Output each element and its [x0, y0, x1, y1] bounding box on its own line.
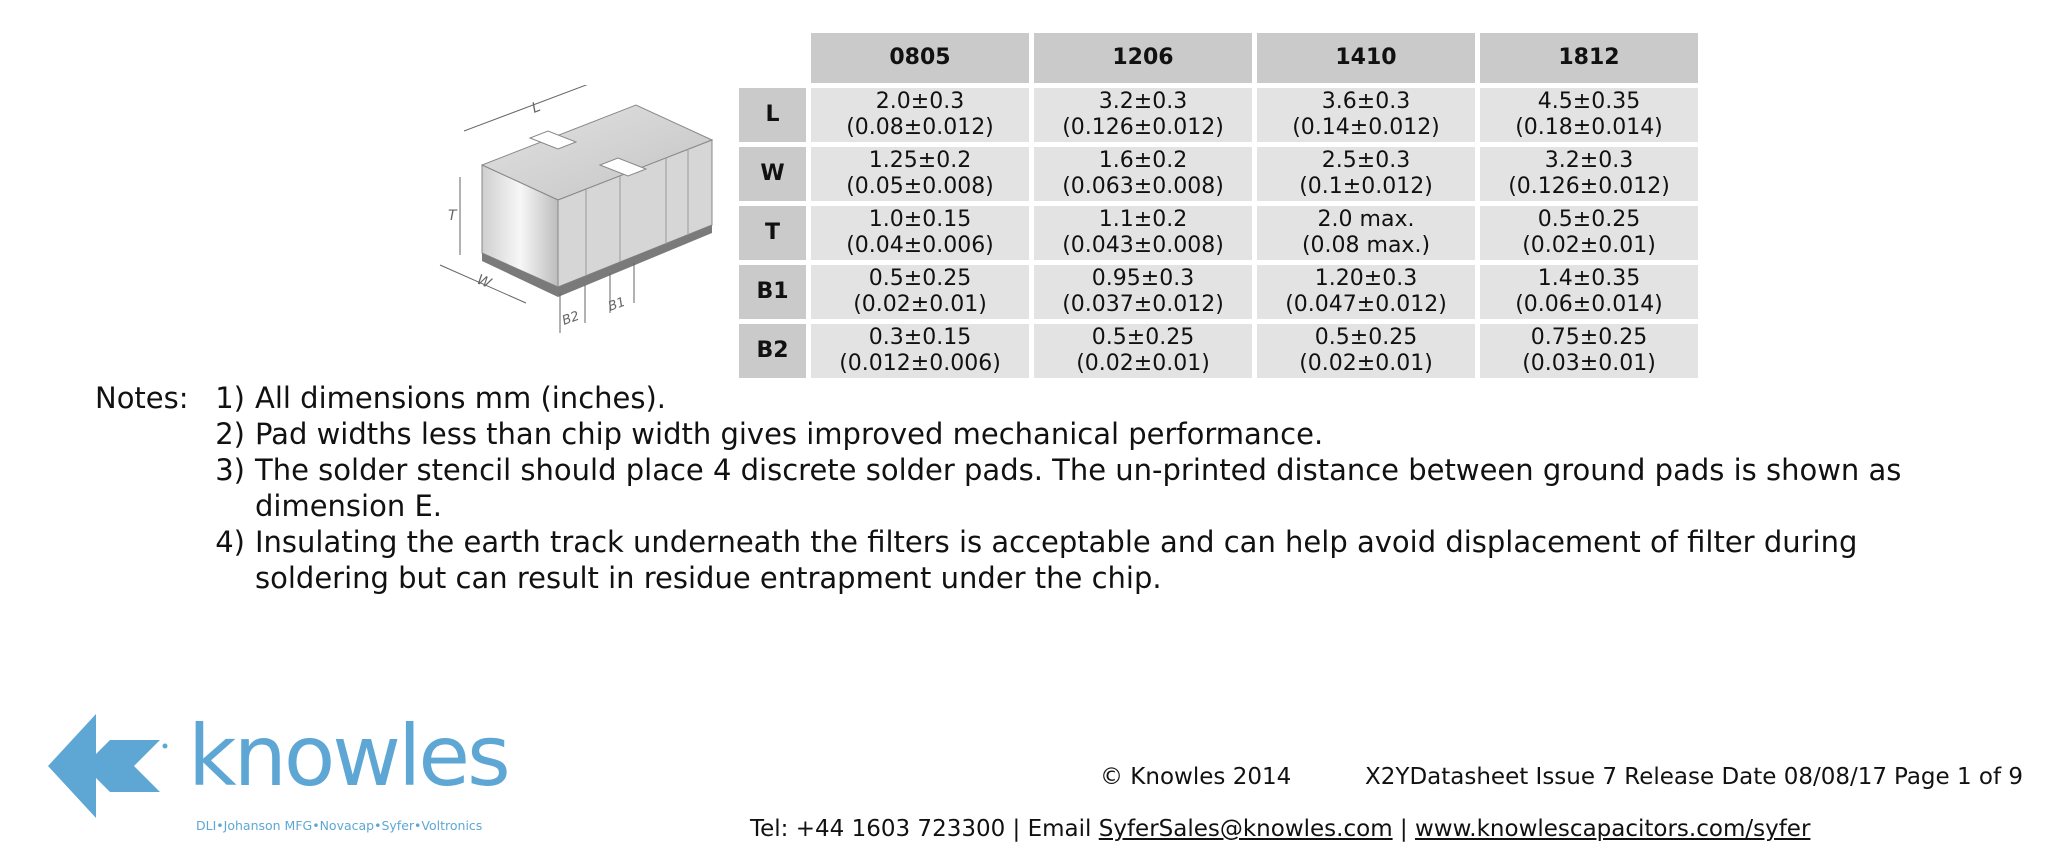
table-row [739, 324, 1698, 378]
row-header: L [739, 88, 806, 142]
cell-mm: 1.4±0.35 [1537, 266, 1641, 291]
footer-email-link[interactable]: SyferSales@knowles.com [1098, 816, 1393, 842]
row-header: B2 [739, 324, 806, 378]
footer-website-link[interactable]: www.knowlescapacitors.com/syfer [1414, 816, 1811, 842]
table-cell [811, 265, 1029, 319]
footer-tel: Tel: +44 1603 723300 | Email [750, 816, 1099, 842]
column-header: 1410 [1257, 33, 1475, 83]
notes-section [95, 380, 1995, 596]
table-row [739, 206, 1698, 260]
cell-mm: 1.0±0.15 [868, 207, 972, 232]
cell-inch: (0.04±0.006) [846, 233, 994, 258]
footer-contact [750, 816, 1810, 842]
table-header-row [739, 33, 1698, 83]
cell-inch: (0.1±0.012) [1299, 174, 1433, 199]
dim-label-b2: B2 [560, 308, 582, 329]
table-cell [1480, 265, 1698, 319]
cell-inch: (0.02±0.01) [853, 292, 987, 317]
cell-mm: 3.6±0.3 [1321, 89, 1411, 114]
table-cell [1034, 206, 1252, 260]
cell-inch: (0.02±0.01) [1522, 233, 1656, 258]
cell-mm: 1.1±0.2 [1098, 207, 1188, 232]
cell-mm: 0.5±0.25 [1314, 325, 1418, 350]
table-row [739, 265, 1698, 319]
cell-mm: 2.5±0.3 [1321, 148, 1411, 173]
table-row [739, 88, 1698, 142]
cell-mm: 1.25±0.2 [868, 148, 972, 173]
chip-body [482, 105, 712, 297]
row-header: B1 [739, 265, 806, 319]
table-cell [811, 147, 1029, 201]
table-cell [811, 206, 1029, 260]
cell-mm: 2.0±0.3 [875, 89, 965, 114]
cell-inch: (0.063±0.008) [1062, 174, 1224, 199]
note-item [95, 524, 1995, 596]
table-cell [1257, 88, 1475, 142]
table-cell [1480, 147, 1698, 201]
knowles-logo [48, 707, 508, 842]
row-header: T [739, 206, 806, 260]
table-cell [1034, 147, 1252, 201]
table-corner [739, 33, 806, 83]
notes-heading: Notes: [95, 381, 189, 415]
cell-mm: 0.3±0.15 [868, 325, 972, 350]
cell-inch: (0.02±0.01) [1076, 351, 1210, 376]
table-cell [1257, 324, 1475, 378]
cell-inch: (0.02±0.01) [1299, 351, 1433, 376]
dimensions-table [734, 28, 1703, 383]
table-cell [1257, 265, 1475, 319]
table-cell [1480, 206, 1698, 260]
note-item [95, 416, 1995, 452]
cell-mm: 0.5±0.25 [1091, 325, 1195, 350]
note-number: 3) [215, 453, 245, 487]
dim-label-thickness: T [448, 208, 457, 224]
cell-inch: (0.126±0.012) [1062, 115, 1224, 140]
dim-label-length: L [529, 98, 543, 117]
cell-mm: 0.5±0.25 [1537, 207, 1641, 232]
cell-mm: 3.2±0.3 [1544, 148, 1634, 173]
footer-separator: | [1392, 816, 1415, 842]
note-number: 2) [215, 417, 245, 451]
table-cell [1257, 206, 1475, 260]
cell-mm: 1.20±0.3 [1314, 266, 1418, 291]
chip-dimension-diagram [430, 85, 720, 345]
cell-inch: (0.18±0.014) [1515, 115, 1663, 140]
table-cell [1480, 88, 1698, 142]
row-header: W [739, 147, 806, 201]
cell-inch: (0.06±0.014) [1515, 292, 1663, 317]
cell-inch: (0.14±0.012) [1292, 115, 1440, 140]
column-header: 1812 [1480, 33, 1698, 83]
footer-page-number: Page 1 of 9 [1894, 764, 2024, 790]
knowles-chevron-icon [48, 712, 168, 820]
cell-inch: (0.012±0.006) [839, 351, 1001, 376]
cell-mm: 0.75±0.25 [1530, 325, 1648, 350]
cell-inch: (0.08 max.) [1301, 233, 1431, 258]
column-header: 1206 [1034, 33, 1252, 83]
note-text: Insulating the earth track underneath the filters is acceptable and can help avoid displacement of filter during soldering but can result in residue entrapment under the chip. [255, 525, 1858, 595]
column-header: 0805 [811, 33, 1029, 83]
table-cell [1034, 324, 1252, 378]
cell-inch: (0.043±0.008) [1062, 233, 1224, 258]
cell-mm: 0.5±0.25 [868, 266, 972, 291]
dim-label-b1: B1 [606, 294, 628, 315]
cell-mm: 0.95±0.3 [1091, 266, 1195, 291]
cell-inch: (0.126±0.012) [1508, 174, 1670, 199]
dim-label-width: W [474, 271, 494, 292]
cell-inch: (0.05±0.008) [846, 174, 994, 199]
note-number: 1) [215, 381, 245, 415]
table-cell [1034, 88, 1252, 142]
table-cell [1034, 265, 1252, 319]
note-text: The solder stencil should place 4 discrete solder pads. The un-printed distance between ground pads is shown as dimension E. [255, 453, 1902, 523]
cell-mm: 1.6±0.2 [1098, 148, 1188, 173]
footer-copyright: © Knowles 2014 [1100, 764, 1292, 790]
note-text: Pad widths less than chip width gives improved mechanical performance. [255, 417, 1324, 451]
table-row [739, 147, 1698, 201]
cell-inch: (0.03±0.01) [1522, 351, 1656, 376]
cell-mm: 3.2±0.3 [1098, 89, 1188, 114]
note-text: All dimensions mm (inches). [255, 381, 666, 415]
cell-inch: (0.08±0.012) [846, 115, 994, 140]
table-cell [1257, 147, 1475, 201]
table-cell [1480, 324, 1698, 378]
table-cell [811, 88, 1029, 142]
note-item [95, 452, 1995, 524]
cell-inch: (0.037±0.012) [1062, 292, 1224, 317]
table-cell [811, 324, 1029, 378]
logo-tagline: DLI•Johanson MFG•Novacap•Syfer•Voltronics [196, 818, 483, 833]
cell-mm: 4.5±0.35 [1537, 89, 1641, 114]
cell-mm: 2.0 max. [1317, 207, 1415, 232]
footer-issue: X2YDatasheet Issue 7 Release Date 08/08/17 [1365, 764, 1888, 790]
note-number: 4) [215, 525, 245, 559]
note-item [95, 380, 1995, 416]
cell-inch: (0.047±0.012) [1285, 292, 1447, 317]
logo-wordmark: knowles [188, 707, 508, 805]
